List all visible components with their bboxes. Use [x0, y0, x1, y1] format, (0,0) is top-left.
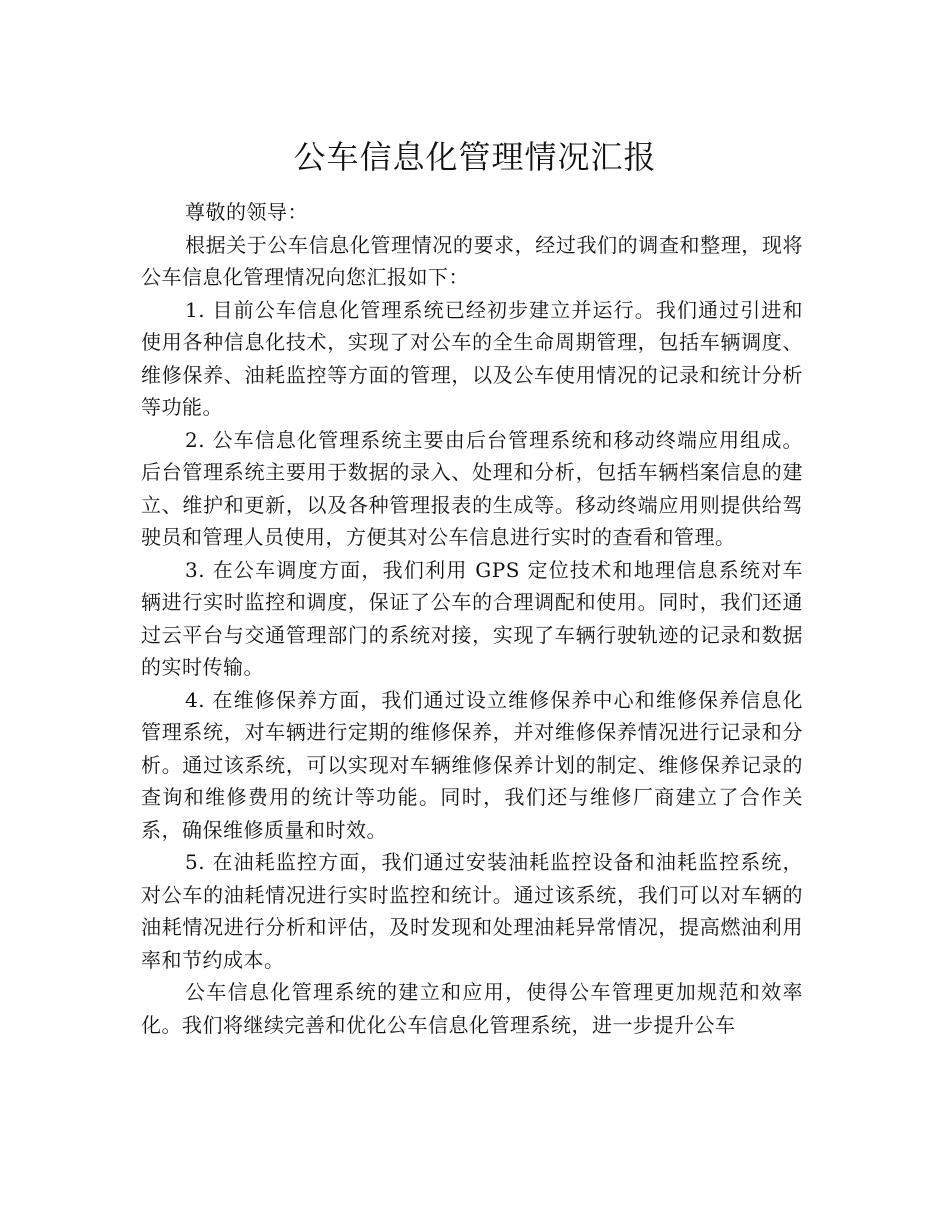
paragraph-item-1: 1. 目前公车信息化管理系统已经初步建立并运行。我们通过引进和使用各种信息化技术，实现了对公车的全生命周期管理，包括车辆调度、维修保养、油耗监控等方面的管理，以及公车使用情况的记录和统计分析等功能。 — [141, 297, 803, 419]
paragraph-item-3: 3. 在公车调度方面，我们利用 GPS 定位技术和地理信息系统对车辆进行实时监控和调度，保证了公车的合理调配和使用。同时，我们还通过云平台与交通管理部门的系统对接，实现了车辆行驶轨迹的记录和数据的实时传输。 — [141, 557, 803, 679]
paragraph-conclusion: 公车信息化管理系统的建立和应用，使得公车管理更加规范和效率化。我们将继续完善和优化公车信息化管理系统，进一步提升公车 — [141, 980, 803, 1037]
salutation: 尊敬的领导： — [185, 200, 308, 224]
paragraph-item-2: 2. 公车信息化管理系统主要由后台管理系统和移动终端应用组成。后台管理系统主要用于数据的录入、处理和分析，包括车辆档案信息的建立、维护和更新，以及各种管理报表的生成等。移动终端应用则提供给驾驶员和管理人员使用，方便其对公车信息进行实时的查看和管理。 — [141, 427, 803, 549]
paragraph-item-4: 4. 在维修保养方面，我们通过设立维修保养中心和维修保养信息化管理系统，对车辆进行定期的维修保养，并对维修保养情况进行记录和分析。通过该系统，可以实现对车辆维修保养计划的制定、维修保养记录的查询和维修费用的统计等功能。同时，我们还与维修厂商建立了合作关系，确保维修质量和时效。 — [141, 687, 803, 842]
document-title: 公车信息化管理情况汇报 — [293, 138, 657, 176]
paragraph-intro: 根据关于公车信息化管理情况的要求，经过我们的调查和整理，现将公车信息化管理情况向您汇报如下： — [141, 232, 803, 289]
paragraph-item-5: 5. 在油耗监控方面，我们通过安装油耗监控设备和油耗监控系统，对公车的油耗情况进行实时监控和统计。通过该系统，我们可以对车辆的油耗情况进行分析和评估，及时发现和处理油耗异常情况，提高燃油利用率和节约成本。 — [141, 850, 803, 972]
document-body — [141, 196, 803, 1041]
